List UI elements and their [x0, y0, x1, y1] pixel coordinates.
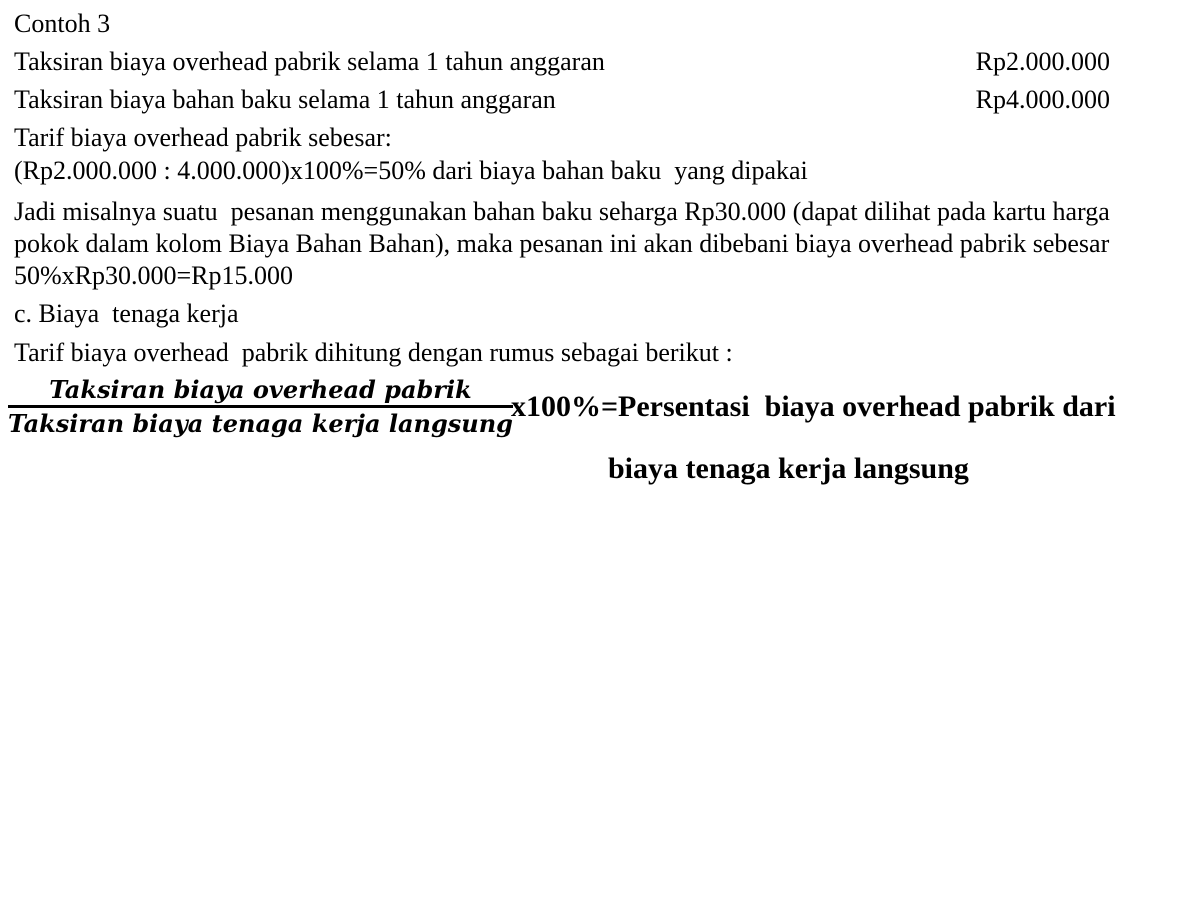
estimate-row-bahan-baku-value: Rp4.000.000	[975, 85, 1110, 114]
example-paragraph-line-1: Jadi misalnya suatu pesanan menggunakan bahan baku seharga Rp30.000 (dapat dilihat pada kartu harga	[14, 197, 1110, 226]
formula-fraction	[8, 374, 513, 439]
formula-numerator: Taksiran biaya overhead pabrik	[49, 375, 472, 404]
estimate-row-overhead	[14, 46, 1110, 78]
formula-result-line-2: biaya tenaga kerja langsung	[608, 452, 969, 485]
example-paragraph-line-3: 50%xRp30.000=Rp15.000	[14, 261, 294, 290]
formula-multiplier-and-result: x100%=Persentasi biaya overhead pabrik dari	[510, 389, 1116, 423]
formula-denominator: Taksiran biaya tenaga kerja langsung	[8, 409, 513, 438]
estimate-row-bahan-baku	[14, 84, 1110, 116]
formula-intro-line: Tarif biaya overhead pabrik dihitung dengan rumus sebagai berikut :	[14, 338, 733, 367]
section-c-heading: c. Biaya tenaga kerja	[14, 299, 239, 328]
example-paragraph-line-2: pokok dalam kolom Biaya Bahan Bahan), maka pesanan ini akan dibebani biaya overhead pabrik sebesar	[14, 229, 1110, 258]
tarif-calculation-line: (Rp2.000.000 : 4.000.000)x100%=50% dari biaya bahan baku yang dipakai	[14, 156, 808, 185]
estimate-row-overhead-label: Taksiran biaya overhead pabrik selama 1 tahun anggaran	[14, 47, 605, 76]
tarif-heading: Tarif biaya overhead pabrik sebesar:	[14, 123, 392, 152]
estimate-row-bahan-baku-label: Taksiran biaya bahan baku selama 1 tahun anggaran	[14, 85, 556, 114]
overhead-rate-formula	[8, 374, 1116, 439]
page-title: Contoh 3	[14, 9, 111, 38]
estimate-row-overhead-value: Rp2.000.000	[975, 47, 1110, 76]
